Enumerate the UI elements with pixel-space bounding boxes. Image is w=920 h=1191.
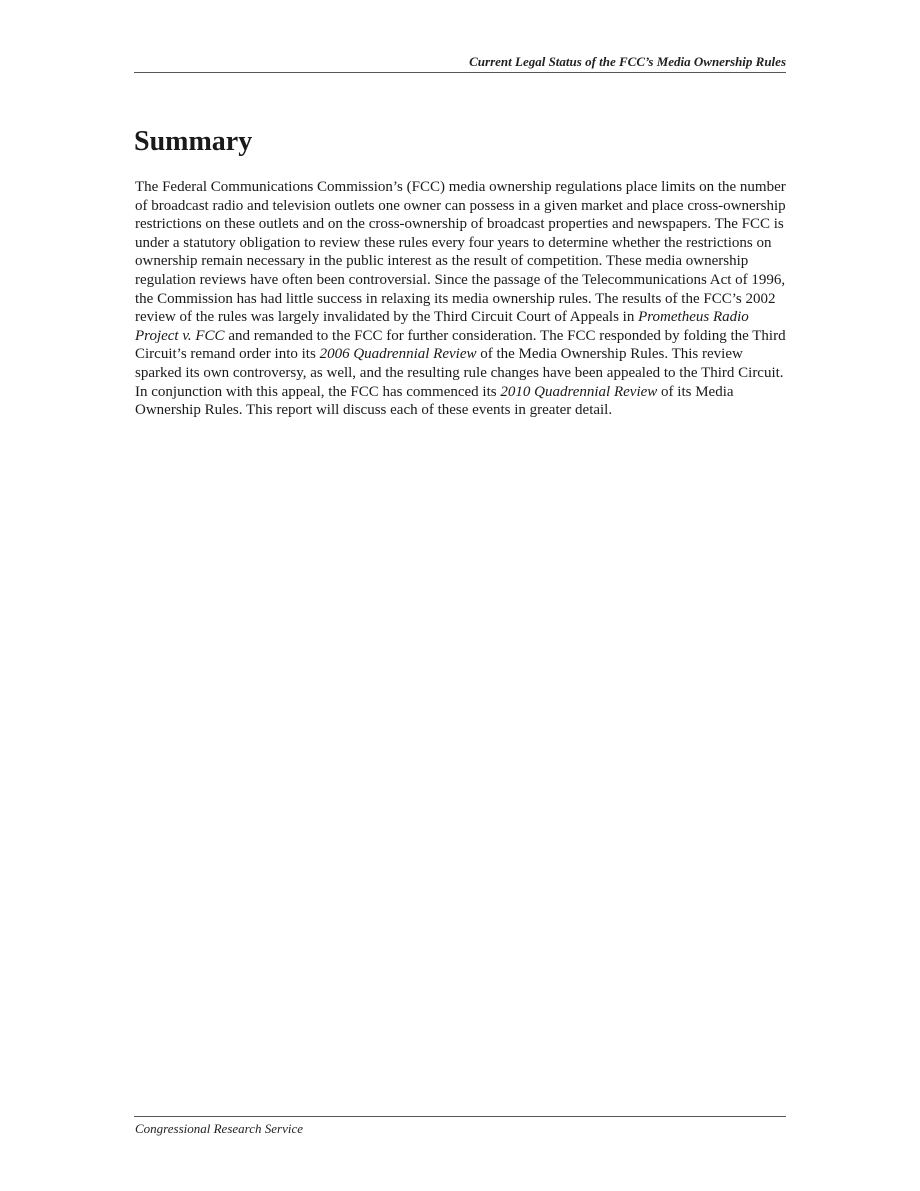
review-2010-italic: 2010 Quadrennial Review: [500, 383, 658, 400]
case-name-italic: Prometheus Radio Project v. FCC: [135, 309, 749, 344]
summary-text-part-4: of its Media Ownership Rules. This report will discuss each of these events in greater detail.: [135, 383, 734, 419]
header-divider: [134, 72, 786, 73]
summary-text-part-2: and remanded to the FCC for further consideration. The FCC responded by folding the Third Circuit’s remand order into its: [135, 327, 786, 363]
review-2006-italic: 2006 Quadrennial Review: [319, 346, 477, 363]
running-footer-publisher: Congressional Research Service: [135, 1121, 303, 1136]
summary-paragraph: [135, 178, 787, 420]
section-title: Summary: [134, 126, 253, 157]
summary-text-part-1: The Federal Communications Commission’s (FCC) media ownership regulations place limits on the number of broadcast radio and television outlets one owner can possess in a given market and place cross-ownership restrictions on these outlets and on the cross-ownership of broadcast properties and newspapers. The FCC is under a statutory obligation to review these rules every four years to determine whether the restrictions on ownership remain necessary in the public interest as the result of competition. These media ownership regulation reviews have often been controversial. Since the passage of the Telecommunications Act of 1996, the Commission has had little success in relaxing its media ownership rules. The results of the FCC’s 2002 review of the rules was largely invalidated by the Third Circuit Court of Appeals in: [135, 179, 786, 326]
running-header-title: Current Legal Status of the FCC’s Media Ownership Rules: [469, 54, 786, 69]
summary-text-part-3: of the Media Ownership Rules. This review sparked its own controversy, as well, and the resulting rule changes have been appealed to the Third Circuit. In conjunction with this appeal, the FCC has commenced its: [135, 346, 784, 400]
footer-divider: [134, 1116, 786, 1117]
